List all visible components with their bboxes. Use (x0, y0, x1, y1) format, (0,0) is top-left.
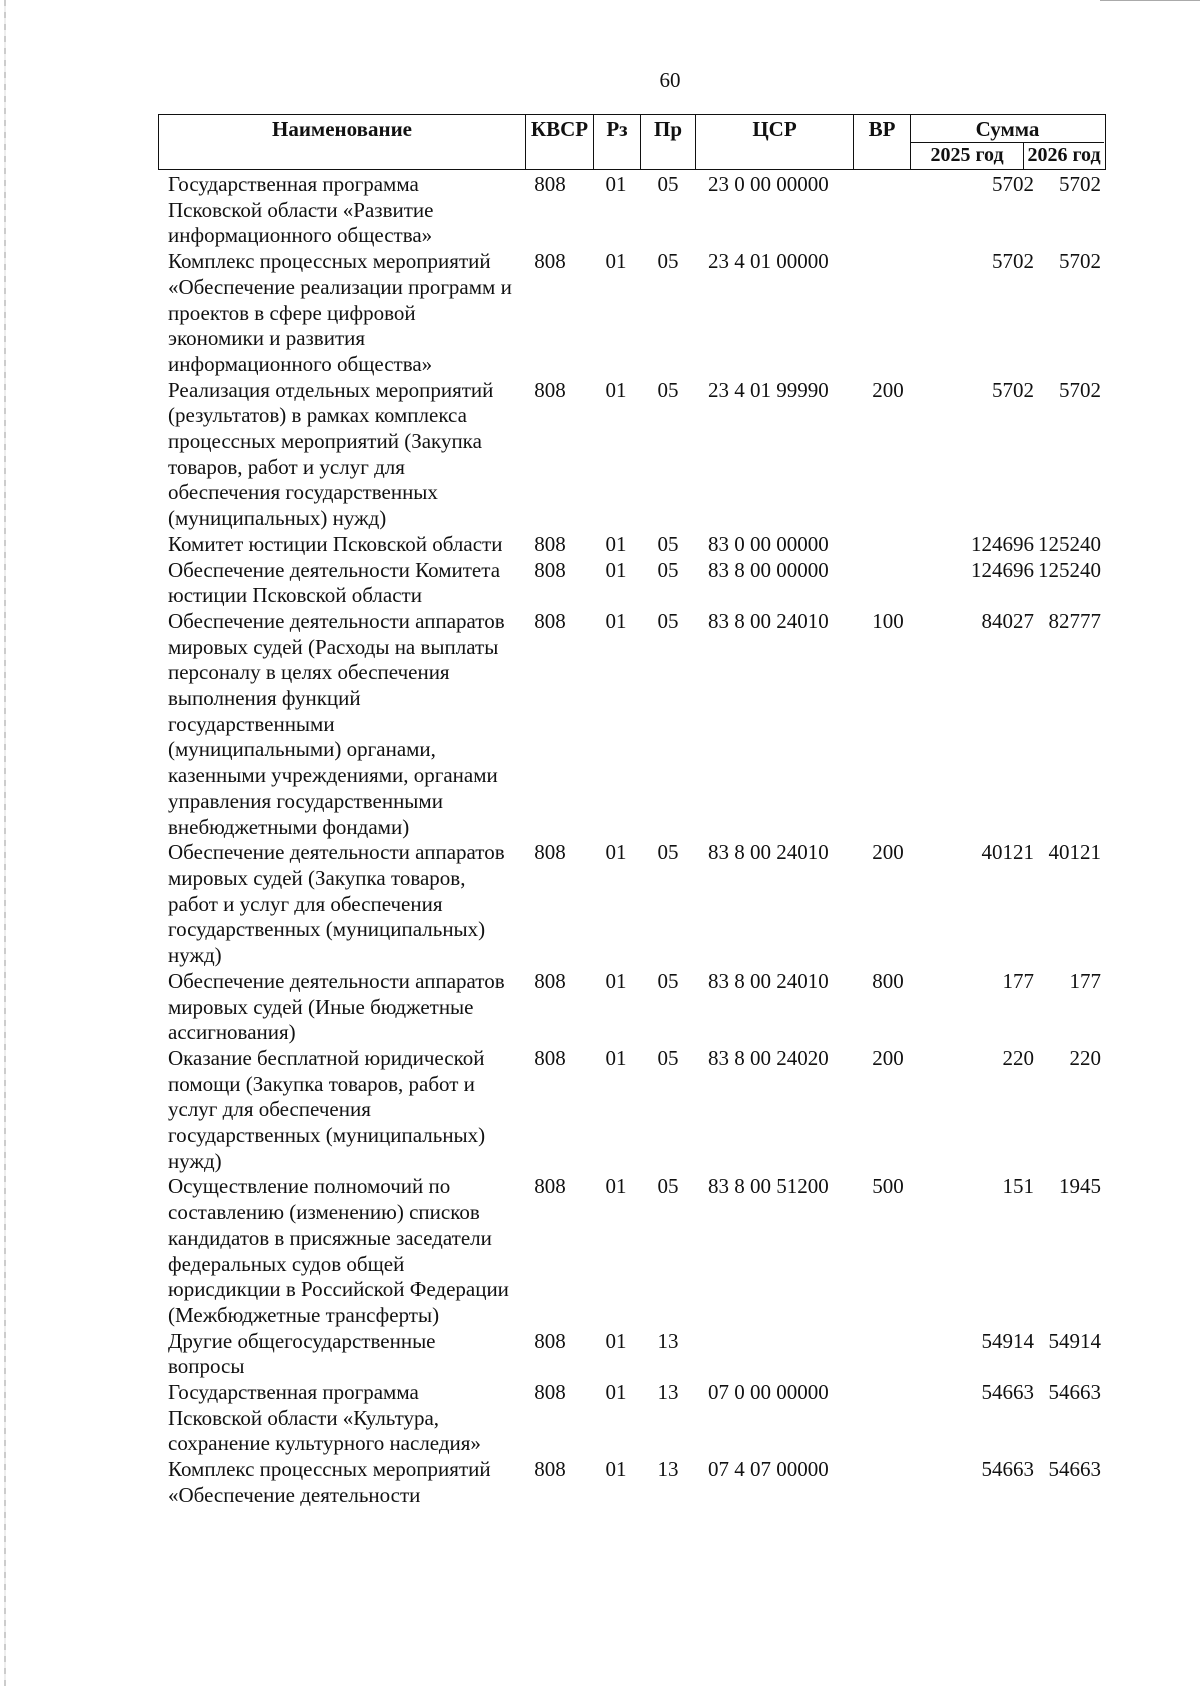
row-pr: 13 (657, 1380, 679, 1405)
row-kvsr: 808 (534, 1380, 566, 1405)
scan-top-mark (1100, 0, 1200, 1)
row-csr: 83 0 00 00000 (708, 531, 829, 556)
row-pr: 13 (657, 1328, 679, 1353)
row-kvsr: 808 (534, 531, 566, 556)
row-csr: 83 8 00 51200 (708, 1174, 829, 1199)
row-sum-2025: 5702 (992, 249, 1034, 274)
row-vr: 200 (872, 377, 904, 402)
row-name: Обеспечение деятельности аппаратов мировых судей (Закупка товаров, работ и услуг для обеспечения государственных (муниципальных) нужд) (168, 840, 505, 968)
header-2025: 2025 год (911, 143, 1024, 169)
row-name: Оказание бесплатной юридической помощи (Закупка товаров, работ и услуг для обеспечения государственных (муниципальных) нужд) (168, 1045, 486, 1173)
row-rz: 01 (605, 1457, 627, 1482)
row-sum-2025: 40121 (981, 840, 1034, 865)
row-sum-2026: 125240 (1038, 557, 1101, 582)
row-rz: 01 (605, 1174, 627, 1199)
row-vr: 200 (872, 840, 904, 865)
row-sum-2025: 5702 (992, 172, 1034, 196)
scan-edge (4, 0, 6, 1686)
row-rz: 01 (605, 1380, 627, 1405)
row-sum-2026: 125240 (1038, 531, 1101, 556)
row-pr: 05 (657, 968, 679, 993)
row-rz: 01 (605, 377, 627, 402)
table-row (158, 840, 1106, 969)
row-sum-2026: 54663 (1048, 1380, 1101, 1405)
row-sum-2026: 54663 (1048, 1457, 1101, 1482)
row-sum-2026: 177 (1069, 968, 1101, 993)
header-pr: Пр (641, 115, 696, 169)
row-pr: 05 (657, 608, 679, 633)
row-vr: 800 (872, 968, 904, 993)
row-kvsr: 808 (534, 1457, 566, 1482)
table-row (158, 1329, 1106, 1380)
page-number: 60 (659, 68, 681, 92)
row-rz: 01 (605, 1045, 627, 1070)
row-sum-2025: 177 (1002, 968, 1034, 993)
row-pr: 05 (657, 377, 679, 402)
header-vr: ВР (854, 115, 911, 169)
row-csr: 23 0 00 00000 (708, 172, 829, 196)
row-name: Обеспечение деятельности Комитета юстиции Псковской области (168, 557, 501, 608)
row-pr: 05 (657, 249, 679, 274)
table-row (158, 609, 1106, 840)
table-row (158, 378, 1106, 532)
row-sum-2025: 54663 (981, 1457, 1034, 1482)
row-pr: 05 (657, 557, 679, 582)
row-sum-2025: 124696 (971, 531, 1034, 556)
row-rz: 01 (605, 1328, 627, 1353)
row-sum-2026: 1945 (1059, 1174, 1101, 1199)
row-csr: 83 8 00 24010 (708, 968, 829, 993)
table-row (158, 1380, 1106, 1457)
row-name: Комплекс процессных мероприятий «Обеспечение деятельности (168, 1457, 491, 1507)
row-pr: 13 (657, 1457, 679, 1482)
row-rz: 01 (605, 249, 627, 274)
row-sum-2026: 82777 (1048, 608, 1101, 633)
table-row (158, 1457, 1106, 1508)
row-csr: 23 4 01 99990 (708, 377, 829, 402)
row-name: Государственная программа Псковской области «Развитие информационного общества» (168, 172, 434, 248)
row-rz: 01 (605, 968, 627, 993)
row-sum-2025: 5702 (992, 377, 1034, 402)
table-row (158, 1046, 1106, 1175)
row-kvsr: 808 (534, 1328, 566, 1353)
row-name: Обеспечение деятельности аппаратов мировых судей (Расходы на выплаты персоналу в целях обеспечения выполнения функций государственными (муниципальными) органами, казенными учреждениями, органами управления государственными внебюджетными фондами) (168, 608, 505, 839)
table-row (158, 558, 1106, 609)
row-sum-2025: 151 (1002, 1174, 1034, 1199)
row-name: Обеспечение деятельности аппаратов мировых судей (Иные бюджетные ассигнования) (168, 968, 505, 1045)
row-kvsr: 808 (534, 172, 566, 196)
header-kvsr: КВСР (526, 115, 594, 169)
row-name: Реализация отдельных мероприятий (результатов) в рамках комплекса процессных мероприятий (Закупка товаров, работ и услуг для обеспечения государственных (муниципальных) нужд) (168, 377, 494, 531)
row-csr: 83 8 00 24020 (708, 1045, 829, 1070)
row-sum-2026: 220 (1069, 1045, 1101, 1070)
table-row (158, 172, 1106, 249)
row-vr: 200 (872, 1045, 904, 1070)
row-csr: 07 4 07 00000 (708, 1457, 829, 1482)
row-pr: 05 (657, 1045, 679, 1070)
row-pr: 05 (657, 531, 679, 556)
row-name: Государственная программа Псковской области «Культура, сохранение культурного наследия» (168, 1380, 481, 1456)
row-sum-2026: 5702 (1059, 249, 1101, 274)
row-rz: 01 (605, 557, 627, 582)
row-pr: 05 (657, 172, 679, 196)
header-2026: 2026 год (1027, 144, 1101, 166)
row-kvsr: 808 (534, 377, 566, 402)
row-sum-2025: 54914 (981, 1328, 1034, 1353)
table-header (158, 114, 1106, 170)
table-row (158, 1174, 1106, 1328)
row-sum-2025: 124696 (971, 557, 1034, 582)
row-name: Другие общегосударственные вопросы (168, 1328, 436, 1379)
header-sum: Сумма (911, 115, 1104, 143)
row-csr: 83 8 00 24010 (708, 608, 829, 633)
row-name: Комитет юстиции Псковской области (168, 531, 503, 556)
row-sum-2025: 84027 (981, 608, 1034, 633)
row-rz: 01 (605, 531, 627, 556)
row-sum-2025: 54663 (981, 1380, 1034, 1405)
header-rz: Рз (594, 115, 641, 169)
row-kvsr: 808 (534, 840, 566, 865)
row-rz: 01 (605, 840, 627, 865)
header-sum-group (911, 115, 1104, 169)
header-csr: ЦСР (696, 115, 854, 169)
row-name: Комплекс процессных мероприятий «Обеспечение реализации программ и проектов в сфере цифровой экономики и развития информационного общества» (168, 249, 512, 376)
table-row (158, 532, 1106, 558)
table-row (158, 249, 1106, 378)
row-csr: 07 0 00 00000 (708, 1380, 829, 1405)
row-sum-2026: 5702 (1059, 377, 1101, 402)
row-sum-2026: 54914 (1048, 1328, 1101, 1353)
header-name: Наименование (159, 115, 526, 169)
row-csr: 83 8 00 00000 (708, 557, 829, 582)
table-row (158, 969, 1106, 1046)
row-kvsr: 808 (534, 557, 566, 582)
row-csr: 83 8 00 24010 (708, 840, 829, 865)
row-rz: 01 (605, 172, 627, 196)
row-csr: 23 4 01 00000 (708, 249, 829, 274)
row-pr: 05 (657, 1174, 679, 1199)
row-kvsr: 808 (534, 249, 566, 274)
row-kvsr: 808 (534, 608, 566, 633)
row-vr: 500 (872, 1174, 904, 1199)
row-sum-2025: 220 (1002, 1045, 1034, 1070)
row-vr: 100 (872, 608, 904, 633)
row-sum-2026: 5702 (1059, 172, 1101, 196)
row-name: Осуществление полномочий по составлению (изменению) списков кандидатов в присяжные заседатели федеральных судов общей юрисдикции в Российской Федерации (Межбюджетные трансферты) (168, 1174, 509, 1327)
row-rz: 01 (605, 608, 627, 633)
row-kvsr: 808 (534, 1174, 566, 1199)
row-pr: 05 (657, 840, 679, 865)
table-body (158, 172, 1106, 1509)
row-sum-2026: 40121 (1048, 840, 1101, 865)
row-kvsr: 808 (534, 968, 566, 993)
row-kvsr: 808 (534, 1045, 566, 1070)
